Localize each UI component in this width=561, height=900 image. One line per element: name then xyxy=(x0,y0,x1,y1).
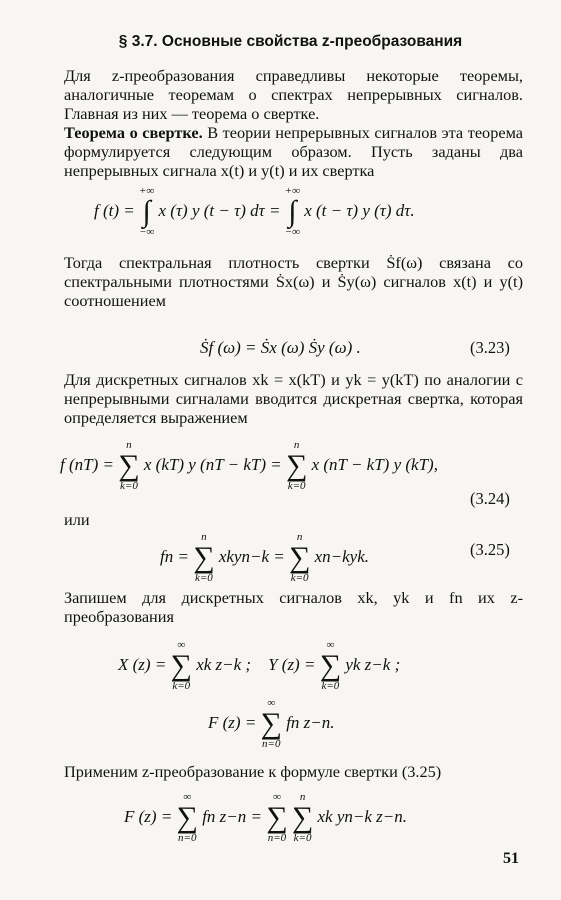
paragraph-spectral: Тогда спектральная плотность свертки Ṡf(ω) связана со спектральными плотностями Ṡx(ω) и Ṡy(ω) сигналов x(t) и y(t) соотношением xyxy=(64,253,523,310)
sum-lower-limit: k=0 xyxy=(290,572,309,584)
equation-spectral-product: Ṡf (ω) = Ṡx (ω) Ṡy (ω) . xyxy=(200,338,361,357)
page-number: 51 xyxy=(503,850,519,867)
sum-upper-limit: n xyxy=(293,439,300,451)
sum-upper-limit: n xyxy=(126,439,132,451)
eq7-mid: fn z−n = xyxy=(202,806,262,826)
theorem-text: В теории непрерывных сигналов эта теорема формулируется следующим образом. Пусть заданы два непрерывных сигнала x(t) и y(t) и их свертка xyxy=(64,123,523,180)
sum-sign: ∞ ∑ k=0 xyxy=(319,639,342,692)
eq3-mid: x (kT) y (nT − kT) = xyxy=(143,454,282,474)
sum-sign: ∞ ∑ n=0 xyxy=(176,791,198,844)
eq4-rhs: xn−kyk. xyxy=(314,546,370,566)
integral-upper-limit: +∞ xyxy=(284,185,300,197)
sum-lower-limit: n=0 xyxy=(262,738,281,750)
sum-upper-limit: ∞ xyxy=(183,791,192,803)
eq5-x-term: xk z−k ; xyxy=(196,654,252,674)
sum-lower-limit: k=0 xyxy=(287,480,306,492)
paragraph-discrete: Для дискретных сигналов xk = x(kT) и yk = y(kT) по аналогии с непрерывными сигналами вводится дискретная свертка, которая определяется выражением xyxy=(64,370,523,427)
eq6-rhs: fn z−n. xyxy=(286,712,335,732)
sum-upper-limit: n xyxy=(296,531,303,543)
section-heading: § 3.7. Основные свойства z-преобразования xyxy=(118,33,463,50)
theorem-label: Теорема о свертке. xyxy=(64,123,203,142)
integral-sign: +∞ ∫ −∞ xyxy=(284,185,300,238)
equation-z-transform-f xyxy=(208,698,335,750)
equation-z-transforms-xy xyxy=(118,640,400,692)
eq6-lhs: F (z) = xyxy=(208,712,257,732)
sum-lower-limit: n=0 xyxy=(267,832,287,844)
eq4-mid: xkyn−k = xyxy=(218,546,285,566)
sum-sign: n ∑ k=0 xyxy=(118,439,140,492)
sum-lower-limit: k=0 xyxy=(321,680,340,692)
integral-lower-limit: −∞ xyxy=(139,226,155,238)
eq5-lhs-y: Y (z) = xyxy=(268,654,316,674)
paragraph-intro: Для z-преобразования справедливы некоторые теоремы, аналогичные теоремам о спектрах непрерывных сигналов. Главная из них — теорема о свертке. xyxy=(64,66,523,123)
sum-upper-limit: n xyxy=(299,791,306,803)
sum-upper-limit: ∞ xyxy=(267,697,276,709)
equation-convolution-integral xyxy=(94,186,415,238)
sum-upper-limit: ∞ xyxy=(326,639,335,651)
paragraph-apply: Применим z-преобразование к формуле свертки (3.25) xyxy=(64,762,442,781)
sum-sign: n ∑ k=0 xyxy=(291,791,314,844)
sum-sign: ∞ ∑ n=0 xyxy=(266,791,288,844)
paragraph-theorem xyxy=(64,123,523,180)
sum-lower-limit: k=0 xyxy=(172,680,191,692)
eq3-rhs: x (nT − kT) y (kT), xyxy=(311,454,438,474)
integral-upper-limit: +∞ xyxy=(139,185,155,197)
sum-sign: n ∑ k=0 xyxy=(288,531,311,584)
eq4-lhs: fn = xyxy=(160,546,189,566)
equation-discrete-convolution-short xyxy=(160,532,369,584)
equation-number: (3.25) xyxy=(470,540,510,559)
equation-discrete-convolution xyxy=(60,440,438,492)
sum-upper-limit: ∞ xyxy=(273,791,281,803)
integral-lower-limit: −∞ xyxy=(284,226,300,238)
eq5-lhs-x: X (z) = xyxy=(118,654,167,674)
eq5-y-term: yk z−k ; xyxy=(345,654,401,674)
sum-upper-limit: n xyxy=(201,531,207,543)
sum-lower-limit: k=0 xyxy=(120,480,138,492)
paragraph-z-transforms: Запишем для дискретных сигналов xk, yk и fn их z-преобразования xyxy=(64,588,523,626)
sum-sign: n ∑ k=0 xyxy=(285,439,308,492)
sum-lower-limit: k=0 xyxy=(293,832,312,844)
sum-sign: ∞ ∑ k=0 xyxy=(170,639,192,692)
eq7-rhs: xk yn−k z−n. xyxy=(317,806,408,826)
sum-lower-limit: n=0 xyxy=(178,832,197,844)
equation-number: (3.23) xyxy=(470,338,510,357)
eq1-lhs: f (t) = xyxy=(94,200,135,220)
word-ili: или xyxy=(64,510,90,529)
sum-lower-limit: k=0 xyxy=(194,572,213,584)
equation-z-transform-convolution xyxy=(124,792,407,844)
sum-sign: ∞ ∑ n=0 xyxy=(260,697,282,750)
sum-sign: n ∑ k=0 xyxy=(193,531,215,584)
eq1-mid: x (τ) y (t − τ) dτ = xyxy=(158,200,281,220)
eq7-lhs: F (z) = xyxy=(124,806,173,826)
sum-upper-limit: ∞ xyxy=(177,639,186,651)
eq1-rhs: x (t − τ) y (τ) dτ. xyxy=(304,200,415,220)
equation-number: (3.24) xyxy=(470,489,510,508)
integral-sign: +∞ ∫ −∞ xyxy=(139,185,155,238)
eq3-lhs: f (nT) = xyxy=(60,454,114,474)
